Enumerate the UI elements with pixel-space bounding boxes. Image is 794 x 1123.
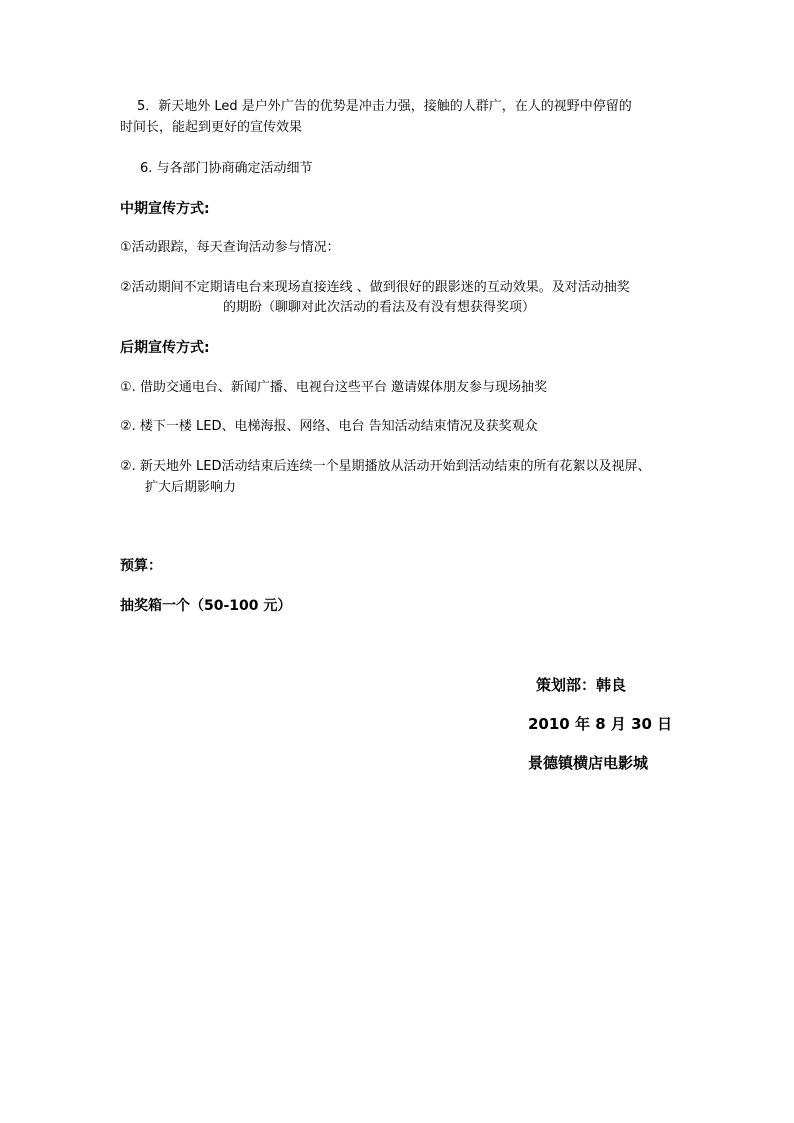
mid-stage-heading: 中期宣传方式: [120,201,210,217]
late-stage-item-3-line-1: ②. 新天地外 LED活动结束后连续一个星期播放从活动开始到活动结束的所有花絮以及视屏、 [120,459,651,474]
signature-organization: 景德镇横店电影城 [528,754,649,772]
mid-stage-item-1: ①活动跟踪，每天查询活动参与情况： [120,240,340,255]
budget-item: 抽奖箱一个（50-100 元） [120,598,292,614]
item-5-line-1: 5．新天地外 Led 是户外广告的优势是冲击力强，接触的人群广，在人的视野中停留的 [137,99,632,114]
late-stage-item-2: ②. 楼下一楼 LED、电梯海报、网络、电台 告知活动结束情况及获奖观众 [120,419,538,434]
item-5-line-2: 时间长，能起到更好的宣传效果 [120,120,303,135]
late-stage-item-3-line-2: 扩大后期影响力 [145,480,237,495]
item-6: 6. 与各部门协商确定活动细节 [140,161,313,176]
mid-stage-item-2-line-2: 的期盼（聊聊对此次活动的看法及有没有想获得奖项） [223,300,536,315]
mid-stage-item-2-line-1: ②活动期间不定期请电台来现场直接连线 、做到很好的跟影迷的互动效果。及对活动抽奖 [120,280,630,295]
signature-date: 2010 年 8 月 30 日 [528,715,673,733]
budget-label: 预算： [120,558,162,574]
late-stage-heading: 后期宣传方式: [120,340,210,356]
signature-department: 策划部：韩良 [536,676,627,694]
late-stage-item-1: ①. 借助交通电台、新闻广播、电视台这些平台 邀请媒体朋友参与现场抽奖 [120,380,548,395]
